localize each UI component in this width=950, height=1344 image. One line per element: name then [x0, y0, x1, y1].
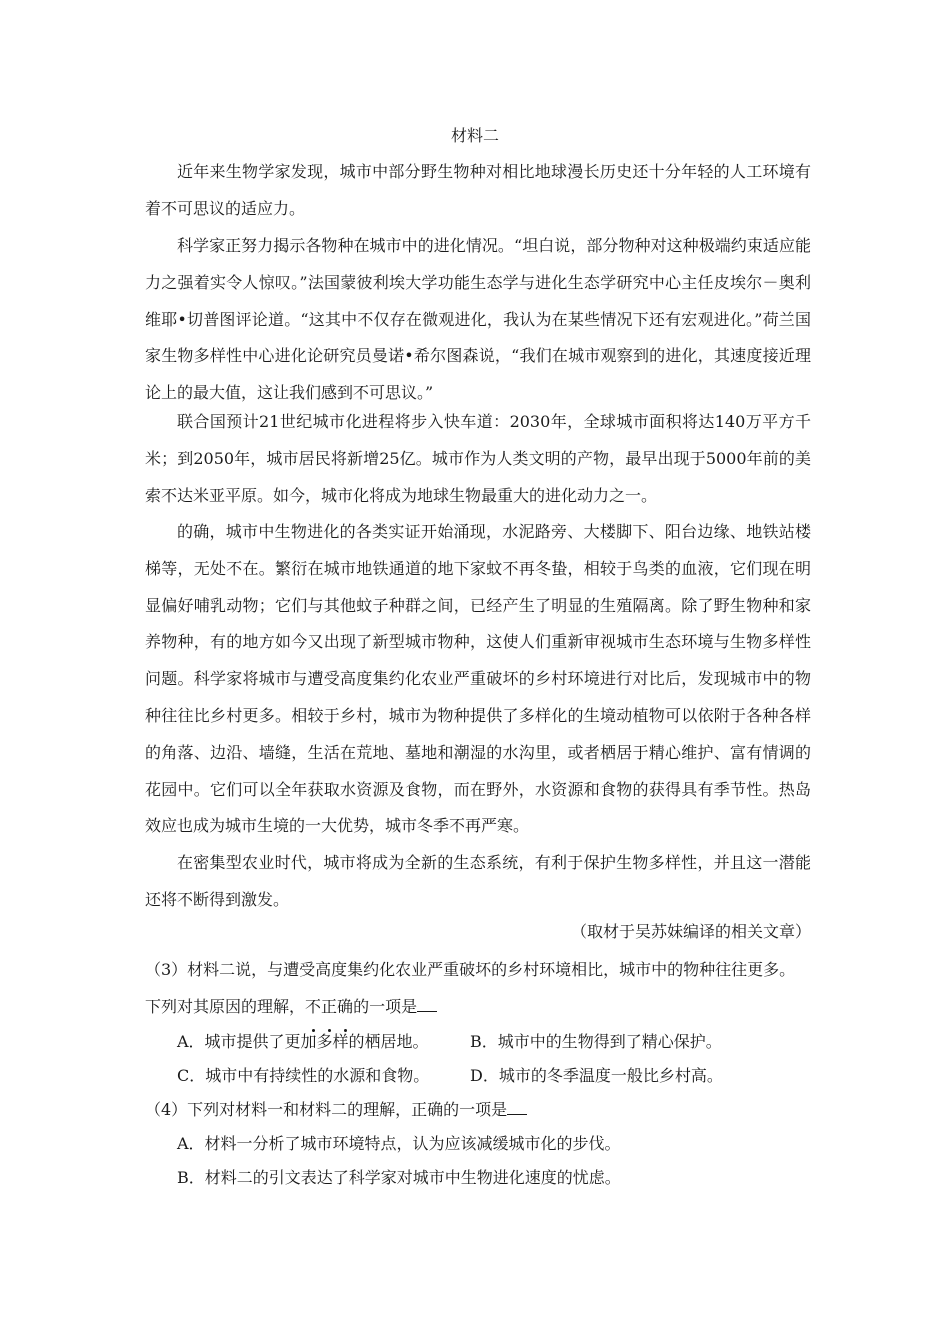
emphasis-char: 正 [321, 989, 337, 1026]
emphasis-char: 不 [305, 989, 321, 1026]
source-note: （取材于吴苏妹编译的相关文章） [570, 922, 811, 941]
paragraph-1: 近年来生物学家发现，城市中部分野生物种对相比地球漫长历史还十分年轻的人工环境有着不可思议的适应力。 [145, 162, 811, 218]
material-title: 材料二 [450, 126, 499, 145]
question-3-line-2 [145, 989, 825, 1026]
question-4-text: （4）下列对材料一和材料二的理解，正确的一项是 [145, 1100, 508, 1119]
emphasis-char: 确 [337, 989, 353, 1026]
paragraph-2: 科学家正努力揭示各物种在城市中的进化情况。“坦白说，部分物种对这种极端约束适应能力之强着实令人惊叹。”法国蒙彼利埃大学功能生态学与进化生态学研究中心主任皮埃尔－奥利维耶•切普图评论道。“这其中不仅存在微观进化，我认为在某些情况下还有宏观进化。”荷兰国家生物多样性中心进化论研究员曼诺•希尔图森说，“我们在城市观察到的进化，其速度接近理论上的最大值，这让我们感到不可思议。” [145, 236, 811, 403]
q3-option-a: A．城市提供了更加多样的栖居地。 [177, 1032, 429, 1051]
answer-blank[interactable] [417, 995, 437, 1012]
paragraph-4: 的确，城市中生物进化的各类实证开始涌现，水泥路旁、大楼脚下、阳台边缘、地铁站楼梯等，无处不在。繁衍在城市地铁通道的地下家蚊不再冬蛰，相较于鸟类的血液，它们现在明显偏好哺乳动物；它们与其他蚊子种群之间，已经产生了明显的生殖隔离。除了野生物种和家养物种，有的地方如今又出现了新型城市物种，这使人们重新审视城市生态环境与生物多样性问题。科学家将城市与遭受高度集约化农业严重破坏的乡村环境进行对比后，发现城市中的物种往往比乡村更多。相较于乡村，城市为物种提供了多样化的生境动植物可以依附于各种各样的角落、边沿、墙缝，生活在荒地、墓地和潮湿的水沟里，或者栖居于精心维护、富有情调的花园中。它们可以全年获取水资源及食物，而在野外，水资源和食物的获得具有季节性。热岛效应也成为城市生境的一大优势，城市冬季不再严寒。 [145, 522, 811, 836]
q3-option-d: D．城市的冬季温度一般比乡村高。 [470, 1066, 723, 1085]
q3-option-c: C．城市中有持续性的水源和食物。 [177, 1066, 430, 1085]
q4-option-a: A．材料一分析了城市环境特点，认为应该减缓城市化的步伐。 [177, 1134, 621, 1153]
paragraph-5: 在密集型农业时代，城市将成为全新的生态系统，有利于保护生物多样性，并且这一潜能还将不断得到激发。 [145, 853, 811, 909]
answer-blank[interactable] [507, 1098, 527, 1115]
question-3-line-1: （3）材料二说，与遭受高度集约化农业严重破坏的乡村环境相比，城市中的物种往往更多。 [145, 960, 796, 979]
question-4-stem [145, 1098, 527, 1122]
question-3-suffix: 的一项是 [353, 997, 418, 1016]
question-3-prefix: 下列对其原因的理解， [145, 997, 306, 1016]
q3-option-b: B．城市中的生物得到了精心保护。 [470, 1032, 722, 1051]
paragraph-3: 联合国预计21世纪城市化进程将步入快车道：2030年，全球城市面积将达140万平方千米；到2050年，城市居民将新增25亿。城市作为人类文明的产物，最早出现于5000年前的美索不达米亚平原。如今，城市化将成为地球生物最重大的进化动力之一。 [145, 412, 811, 505]
q4-option-b: B．材料二的引文表达了科学家对城市中生物进化速度的忧虑。 [177, 1168, 621, 1187]
